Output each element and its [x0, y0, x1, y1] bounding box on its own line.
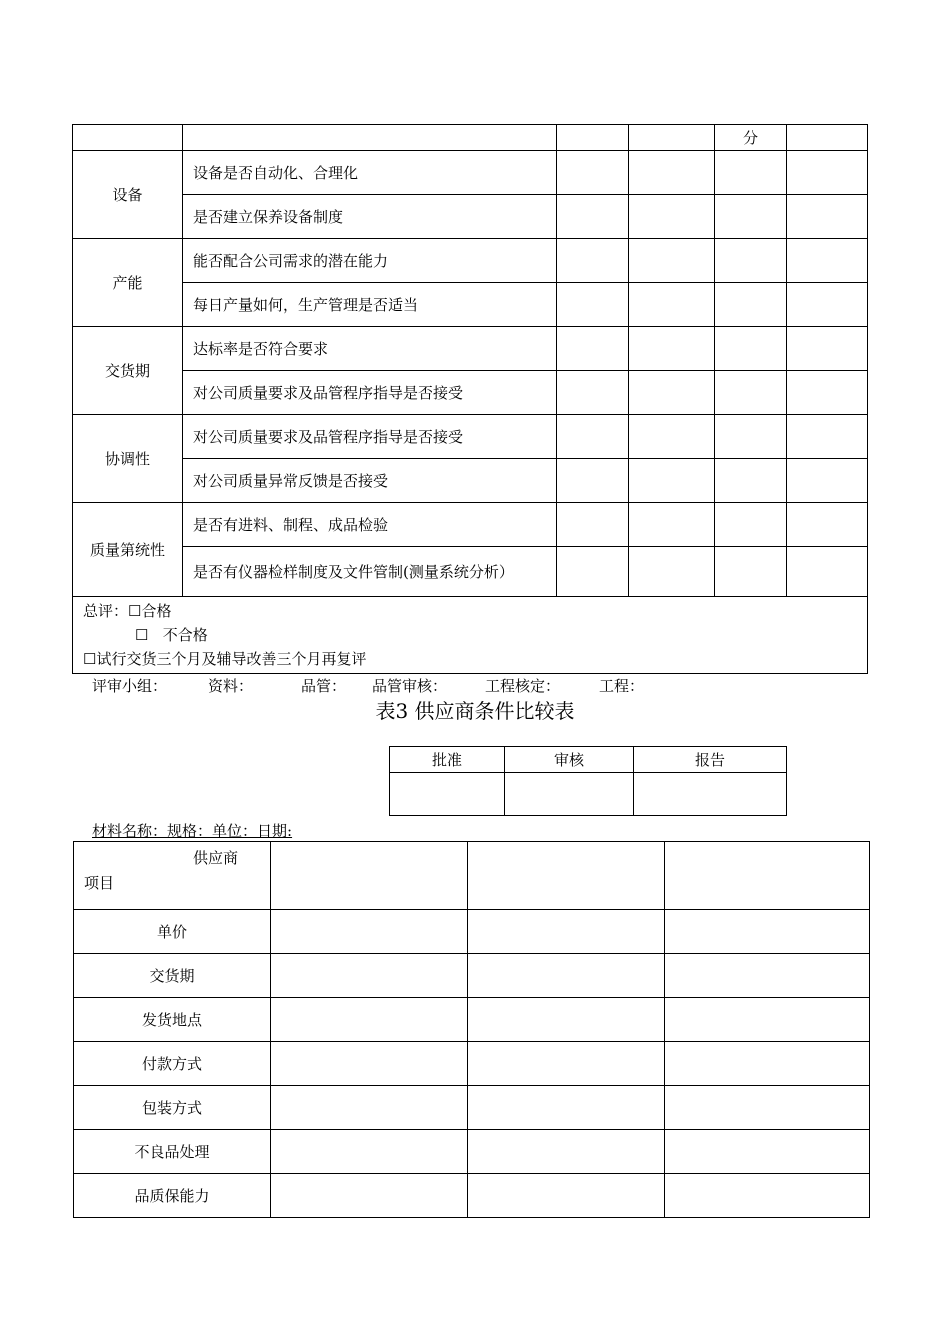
approve-sign-cell: [390, 773, 505, 816]
approval-table: [389, 746, 787, 816]
criterion-cell: 对公司质量要求及品管程序指导是否接受: [183, 371, 557, 415]
table-row: [73, 547, 868, 597]
category-cell: 产能: [73, 239, 183, 327]
table-row: [73, 151, 868, 195]
corner-header-cell: [74, 842, 271, 910]
criterion-cell: 达标率是否符合要求: [183, 327, 557, 371]
review-header: 审核: [505, 747, 634, 773]
summary-cell: [73, 597, 868, 674]
table-row: [73, 459, 868, 503]
reviewer-qc-review: 品管审核：: [372, 677, 448, 695]
score-header: 分: [715, 125, 787, 151]
criterion-cell: 对公司质量要求及品管程序指导是否接受: [183, 415, 557, 459]
table-row: [73, 415, 868, 459]
table-row: [73, 283, 868, 327]
supplier-label: 供应商: [193, 849, 239, 867]
report-sign-cell: [634, 773, 787, 816]
table-row: [74, 1174, 870, 1218]
comparison-table: [73, 841, 870, 1218]
item-label: 项目: [84, 874, 115, 892]
table-row: [73, 327, 868, 371]
table-row: [74, 1042, 870, 1086]
row-label: 品质保能力: [74, 1174, 271, 1218]
criterion-cell: 设备是否自动化、合理化: [183, 151, 557, 195]
summary-fail: ☐ 不合格: [135, 626, 208, 644]
table-row: [74, 1130, 870, 1174]
row-label: 包装方式: [74, 1086, 271, 1130]
summary-trial: ☐试行交货三个月及辅导改善三个月再复评: [83, 650, 367, 668]
evaluation-table: [72, 124, 868, 674]
summary-row: [73, 597, 868, 674]
row-label: 交货期: [74, 954, 271, 998]
review-sign-cell: [505, 773, 634, 816]
category-cell: 设备: [73, 151, 183, 239]
table-row: [74, 954, 870, 998]
table-row: [74, 1086, 870, 1130]
table-row: [73, 195, 868, 239]
category-cell: 协调性: [73, 415, 183, 503]
reviewer-data: 资料：: [208, 677, 254, 695]
table-row: [74, 910, 870, 954]
criterion-cell: 对公司质量异常反馈是否接受: [183, 459, 557, 503]
row-label: 发货地点: [74, 998, 271, 1042]
table-row: [73, 503, 868, 547]
criterion-cell: 是否建立保养设备制度: [183, 195, 557, 239]
criterion-cell: 每日产量如何，生产管理是否适当: [183, 283, 557, 327]
criterion-cell: 能否配合公司需求的潜在能力: [183, 239, 557, 283]
criterion-cell: 是否有进料、制程、成品检验: [183, 503, 557, 547]
report-header: 报告: [634, 747, 787, 773]
table-row: [73, 371, 868, 415]
reviewer-eng: 工程：: [599, 677, 645, 695]
category-cell: 交货期: [73, 327, 183, 415]
category-cell: 质量第统性: [73, 503, 183, 597]
page-title: 表3 供应商条件比较表: [375, 699, 575, 723]
row-label: 不良品处理: [74, 1130, 271, 1174]
header-row: [74, 842, 870, 910]
criterion-cell: 是否有仪器检样制度及文件管制(测量系统分析）: [183, 547, 557, 597]
table-row: [73, 239, 868, 283]
reviewer-qc: 品管：: [301, 677, 347, 695]
table-row: [74, 998, 870, 1042]
approve-header: 批准: [390, 747, 505, 773]
reviewer-group: 评审小组：: [92, 677, 168, 695]
reviewer-eng-check: 工程核定：: [485, 677, 561, 695]
row-label: 单价: [74, 910, 271, 954]
header-row: [73, 125, 868, 151]
row-label: 付款方式: [74, 1042, 271, 1086]
summary-pass: 总评：☐合格: [83, 602, 172, 620]
material-info-line: 材料名称：规格：单位：日期:: [92, 822, 293, 840]
